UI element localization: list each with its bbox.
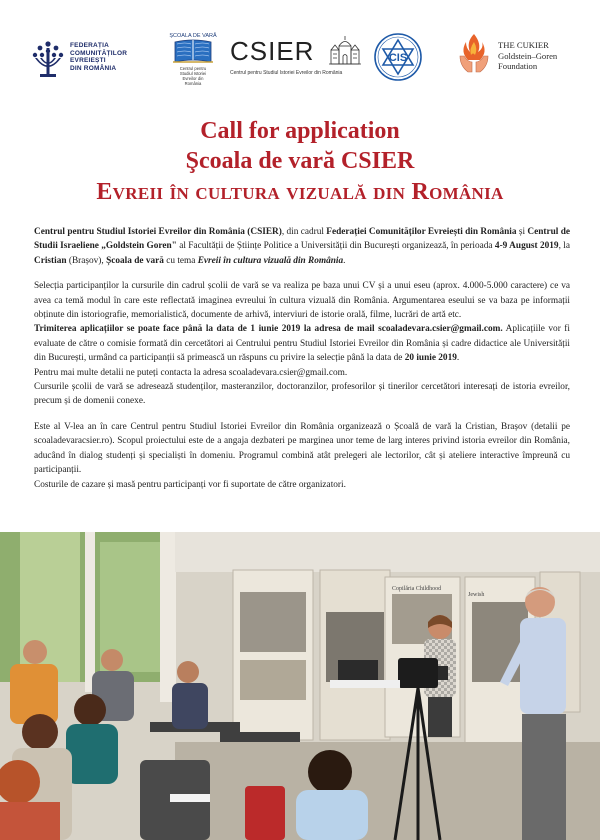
p3-costs: Costurile de cazare și masă pentru participanți vor fi suportate de către organizatori.: [34, 479, 346, 490]
p1-text-b: , din cadrul: [281, 227, 327, 237]
title-block: [0, 116, 600, 208]
p3-about-text: Este al V-lea an în care Centrul pentru Studiul Istoriei Evreilor din România organizează o Școală de vară la Cristian, Brașov (detalii pe scoaladevaracsier.ro). Scopul proiectului este de a angaja dezbateri pe marginea unor teme de larg interes privind istoria evreilor din România, aducând în dialog studenți și specialiști în domeniu. Programul combină atât prelegeri ale lectorilor, cât și ateliere interactive împreună cu participanții.: [34, 421, 570, 476]
p1-theme: Evreii în cultura vizuală din România: [197, 255, 344, 266]
svg-text:Centrul pentru: Centrul pentru: [179, 66, 207, 71]
fcer-line-1: FEDERAȚIA: [70, 42, 109, 49]
fcer-logo: [30, 40, 150, 106]
p2-response-date: 20 iunie 2019: [404, 353, 457, 364]
p1-center-name: Centrul de Studii Israeliene „Goldstein Goren": [34, 227, 571, 252]
p1-text-h: , la: [558, 241, 570, 252]
svg-text:Evreilor din: Evreilor din: [182, 76, 204, 81]
cis-star-of-david-icon: [373, 32, 423, 82]
fcer-line-2: COMUNITĂȚILOR: [70, 49, 128, 57]
p1-fcer-name: Federației Comunităților Evreiești din România: [326, 227, 517, 237]
flame-hands-icon: [456, 32, 492, 76]
fcer-line-4: DIN ROMÂNIA: [70, 64, 117, 72]
p1-text-n: .: [343, 255, 346, 266]
svg-text:Studiul Istoriei: Studiul Istoriei: [179, 71, 207, 76]
cukier-line-2: Goldstein–Goren: [498, 50, 558, 61]
p1-dates: 4-9 August 2019: [494, 241, 559, 252]
title-call-for-application: Call for application: [200, 118, 400, 144]
p1-csier-name: Centrul pentru Studiul Istoriei Evreilor din România (CSIER): [34, 227, 282, 237]
fcer-line-3: EVREIEȘTI: [70, 57, 106, 64]
synagogue-building-icon: [328, 34, 362, 68]
paragraph-about: [34, 420, 570, 492]
p2-selection-text: Selecția participanților la cursurile din cadrul școlii de vară se va realiza pe baza unui CV și a unui eseu (aprox. 4.000-5.000 caractere) ce va avea ca temă modul în care este reflectată imaginea evreului în cultura vizuală din România. Argumentarea eseului se va baza pe informații obținute din istoriografie, memorialistică, documente de arhivă, interviuri de istorie orală, filme, lucrări de artă etc.: [34, 281, 570, 321]
cukier-line-1: THE CUKIER: [498, 40, 549, 50]
title-theme: Evreii în cultura vizuală din România: [96, 179, 504, 205]
scoala-de-vara-logo: [163, 28, 223, 94]
title-scoala-de-vara: Şcoala de vară CSIER: [185, 148, 415, 174]
svg-text:România: România: [184, 81, 202, 86]
p1-text-j: (Brașov),: [66, 255, 107, 266]
p1-text-d: și: [516, 227, 528, 237]
cis-logo: [373, 32, 423, 98]
p1-scoala: Școala de vară: [106, 255, 164, 266]
p2-contact: Pentru mai multe detalii ne puteți contacta la adresa scoaladevara.csier@gmail.com.: [34, 367, 348, 378]
p2-text-e: .: [456, 353, 460, 364]
p1-location: Cristian: [34, 255, 67, 266]
p1-text-f: al Facultății de Științe Politice a Universității din București organizează, în perioada: [176, 241, 495, 252]
classroom-photo-illustration: [0, 532, 600, 840]
body-text: [34, 225, 570, 492]
csier-wordmark: CSIER: [230, 36, 315, 66]
panel-copilaria-label: Copilăria Childhood: [392, 586, 442, 592]
p2-audience: Cursurile școlii de vară se adresează studenților, masteranzilor, doctoranzilor, profesorilor și tinerilor cercetători interesați de istoria evreilor, precum și de domenii conexe.: [34, 382, 570, 407]
cukier-line-3: Foundation: [498, 61, 538, 71]
cis-letters: CIS: [388, 52, 408, 64]
menorah-tree-icon: [30, 40, 66, 80]
p2-evaluation-text: Aplicațiile vor fi evaluate de către o comisie formată din cercetători ai Centrului pentru Studiul Istoriei Evreilor din România și cadre didactice ale Universității din București, urmând ca participanții să primească un răspuns cu privire la selecție până la data de: [34, 324, 570, 364]
scoala-top-text: ȘCOALA DE VARĂ: [169, 33, 217, 39]
p1-text-l: cu tema: [163, 255, 198, 266]
csier-logo: [230, 34, 370, 100]
paragraph-intro: [34, 225, 570, 268]
book-emblem-icon: [163, 28, 223, 94]
p2-deadline: Trimiterea aplicațiilor se poate face până la data de 1 iunie 2019 la adresa de mail scoaladevara.csier@gmail.com.: [34, 324, 503, 335]
logo-row: [0, 28, 600, 94]
cukier-foundation-logo: [456, 32, 596, 98]
panel-jewish-label: Jewish: [468, 592, 485, 598]
workshop-photo: [0, 532, 600, 840]
paragraph-selection: [34, 279, 570, 409]
csier-subtitle: Centrul pentru Studiul Istoriei Evreilor din România: [230, 70, 343, 76]
